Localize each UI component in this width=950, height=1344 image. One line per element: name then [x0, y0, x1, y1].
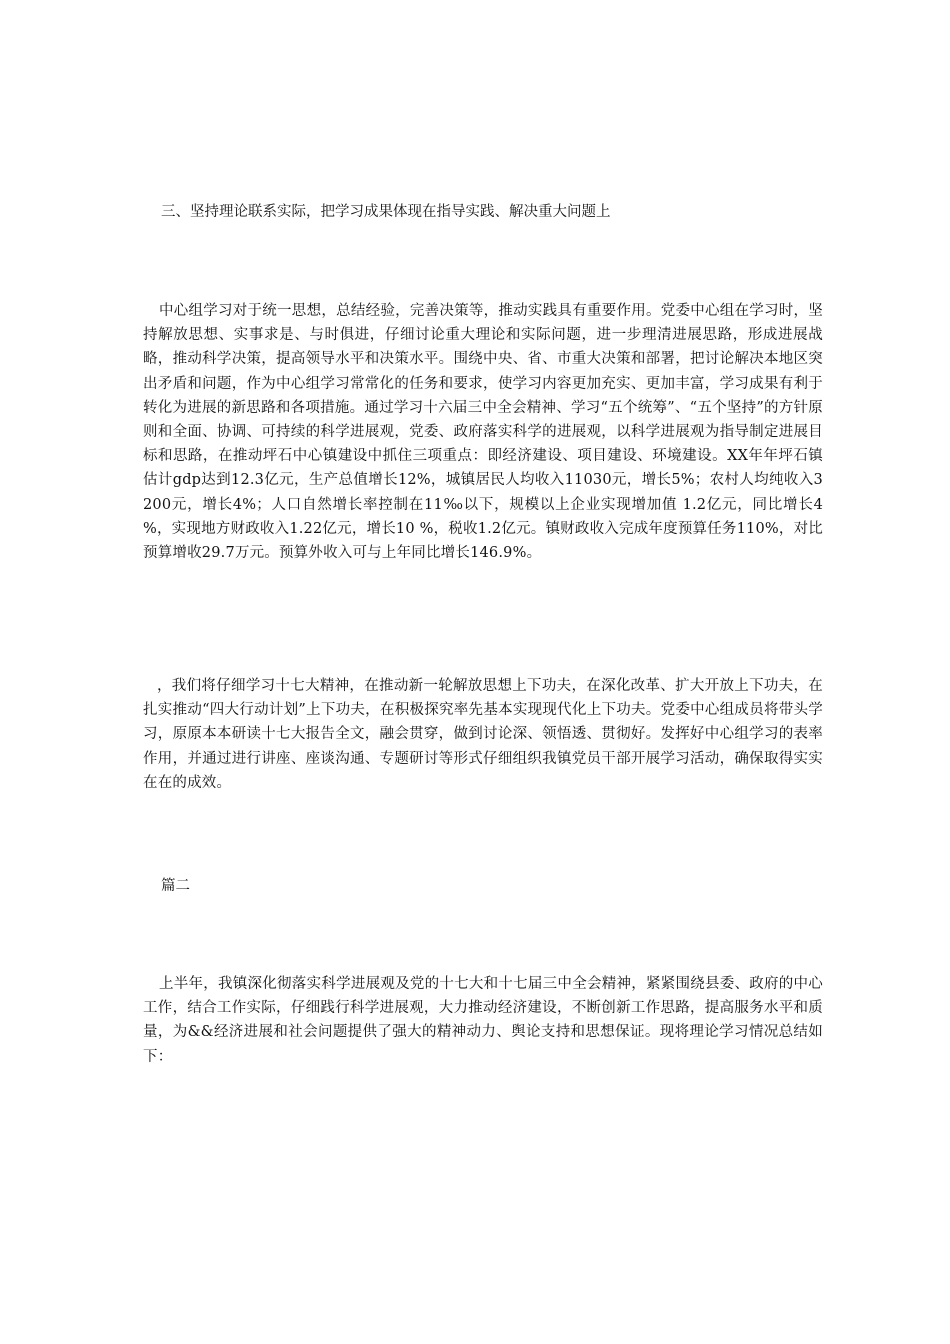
paragraph-theory-study: 中心组学习对于统一思想，总结经验，完善决策等，推动实践具有重要作用。党委中心组在学习时，坚持解放思想、实事求是、与时俱进，仔细讨论重大理论和实际问题，进一步理清进展思路，形成进展战略，推动科学决策，提高领导水平和决策水平。围绕中央、省、市重大决策和部署，把讨论解决本地区突出矛盾和问题，作为中心组学习常常化的任务和要求，使学习内容更加充实、更加丰富，学习成果有利于转化为进展的新思路和各项措施。通过学习十六届三中全会精神、学习“五个统筹”、“五个坚持”的方针原则和全面、协调、可持续的科学进展观，党委、政府落实科学的进展观，以科学进展观为指导制定进展目标和思路，在推动坪石中心镇建设中抓住三项重点：即经济建设、项目建设、环境建设。XX年年坪石镇估计gdp达到12.3亿元，生产总值增长12%，城镇居民人均收入11030元，增长5%；农村人均纯收入3200元，增长4%；人口自然增长率控制在11‰以下，规模以上企业实现增加值 1.2亿元，同比增长4 %，实现地方财政收入1.22亿元，增长10 %，税收1.2亿元。镇财政收入完成年度预算任务110%，对比预算增收29.7万元。预算外收入可与上年同比增长146.9%。 [143, 303, 823, 562]
paragraph-half-year-summary: 上半年，我镇深化彻落实科学进展观及党的十七大和十七届三中全会精神，紧紧围绕县委、政府的中心工作，结合工作实际，仔细践行科学进展观，大力推动经济建设，不断创新工作思路，提高服务水平和质量，为&&经济进展和社会问题提供了强大的精神动力、舆论支持和思想保证。现将理论学习情况总结如下： [143, 976, 823, 1065]
section-heading: 三、坚持理论联系实际，把学习成果体现在指导实践、解决重大问题上 [161, 204, 611, 220]
part-two-heading: 篇二 [161, 878, 190, 894]
paragraph-future-plan: ，我们将仔细学习十七大精神，在推动新一轮解放思想上下功夫，在深化改革、扩大开放上下功夫，在扎实推动“四大行动计划”上下功夫，在积极探究率先基本实现现代化上下功夫。党委中心组成员将带头学习，原原本本研读十七大报告全文，融会贯穿，做到讨论深、领悟透、贯彻好。发挥好中心组学习的表率作用，并通过进行讲座、座谈沟通、专题研讨等形式仔细组织我镇党员干部开展学习活动，确保取得实实在在的成效。 [143, 678, 823, 791]
